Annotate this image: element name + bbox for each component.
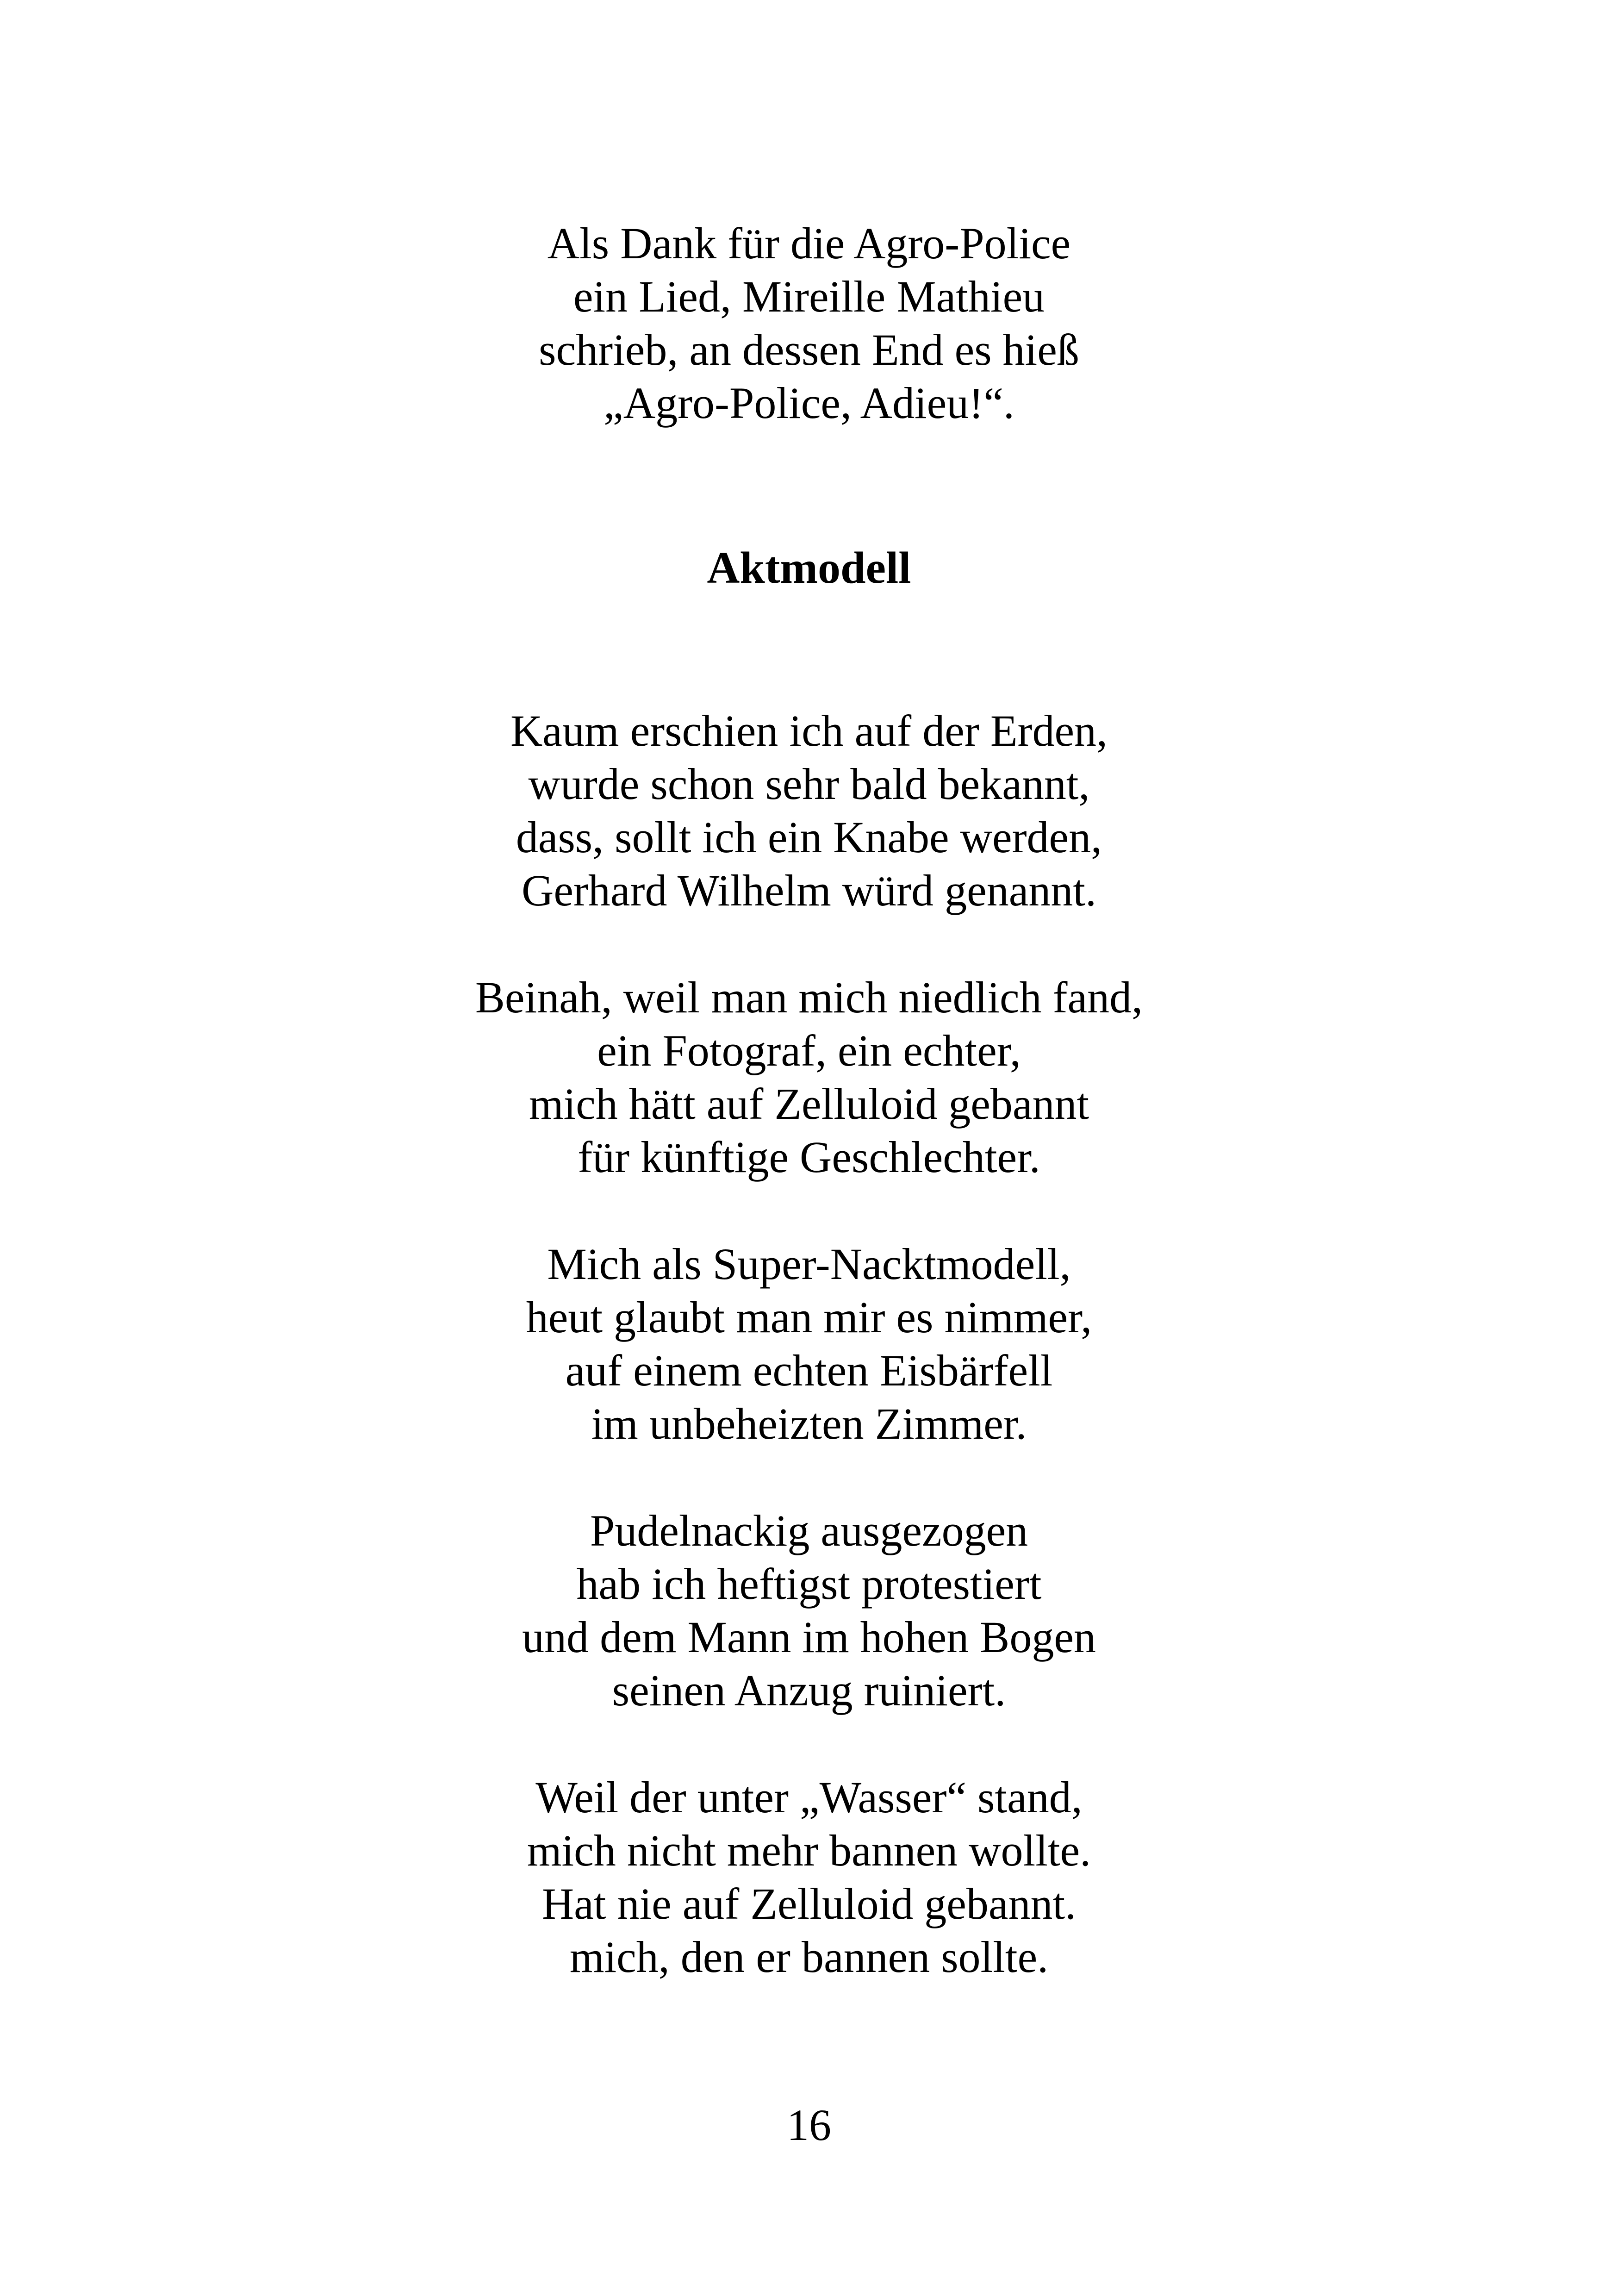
stanza-line: Beinah, weil man mich niedlich fand, — [475, 973, 1143, 1022]
stanza-line: ein Fotograf, ein echter, — [597, 1026, 1021, 1075]
stanza-line: im unbeheizten Zimmer. — [591, 1399, 1027, 1448]
stanza-line: und dem Mann im hohen Bogen — [522, 1612, 1096, 1662]
stanza-line: seinen Anzug ruiniert. — [612, 1666, 1006, 1715]
poem-title: Aktmodell — [707, 543, 911, 593]
poem-stanza-5 — [0, 1771, 1618, 1984]
intro-line-1: Als Dank für die Agro-Police — [547, 218, 1071, 268]
stanza-line: auf einem echten Eisbärfell — [565, 1346, 1053, 1395]
stanza-line: heut glaubt man mir es nimmer, — [526, 1292, 1092, 1342]
intro-line-4: „Agro-Police, Adieu!“. — [604, 378, 1014, 428]
stanza-line: Hat nie auf Zelluloid gebannt. — [541, 1879, 1077, 1928]
stanza-line: für künftige Geschlechter. — [578, 1132, 1040, 1182]
intro-stanza — [0, 217, 1618, 430]
stanza-line: dass, sollt ich ein Knabe werden, — [516, 812, 1102, 862]
stanza-line: Weil der unter „Wasser“ stand, — [535, 1772, 1083, 1822]
stanza-line: wurde schon sehr bald bekannt, — [528, 759, 1090, 809]
stanza-line: mich, den er bannen sollte. — [569, 1932, 1049, 1982]
stanza-line: Kaum erschien ich auf der Erden, — [510, 706, 1108, 755]
poem-stanza-3 — [0, 1237, 1618, 1450]
intro-line-2: ein Lied, Mireille Mathieu — [573, 272, 1045, 321]
poem-stanza-4 — [0, 1504, 1618, 1717]
stanza-line: hab ich heftigst protestiert — [576, 1559, 1042, 1609]
stanza-line: Mich als Super-Nacktmodell, — [547, 1239, 1071, 1289]
poem-stanza-2 — [0, 971, 1618, 1184]
poem-stanza-1 — [0, 704, 1618, 917]
stanza-line: Gerhard Wilhelm würd genannt. — [522, 866, 1096, 915]
intro-line-3: schrieb, an dessen End es hieß — [539, 325, 1079, 374]
stanza-line: mich nicht mehr bannen wollte. — [527, 1826, 1091, 1875]
stanza-line: mich hätt auf Zelluloid gebannt — [529, 1079, 1089, 1129]
stanza-line: Pudelnackig ausgezogen — [590, 1506, 1028, 1555]
page-number: 16 — [787, 2100, 831, 2150]
